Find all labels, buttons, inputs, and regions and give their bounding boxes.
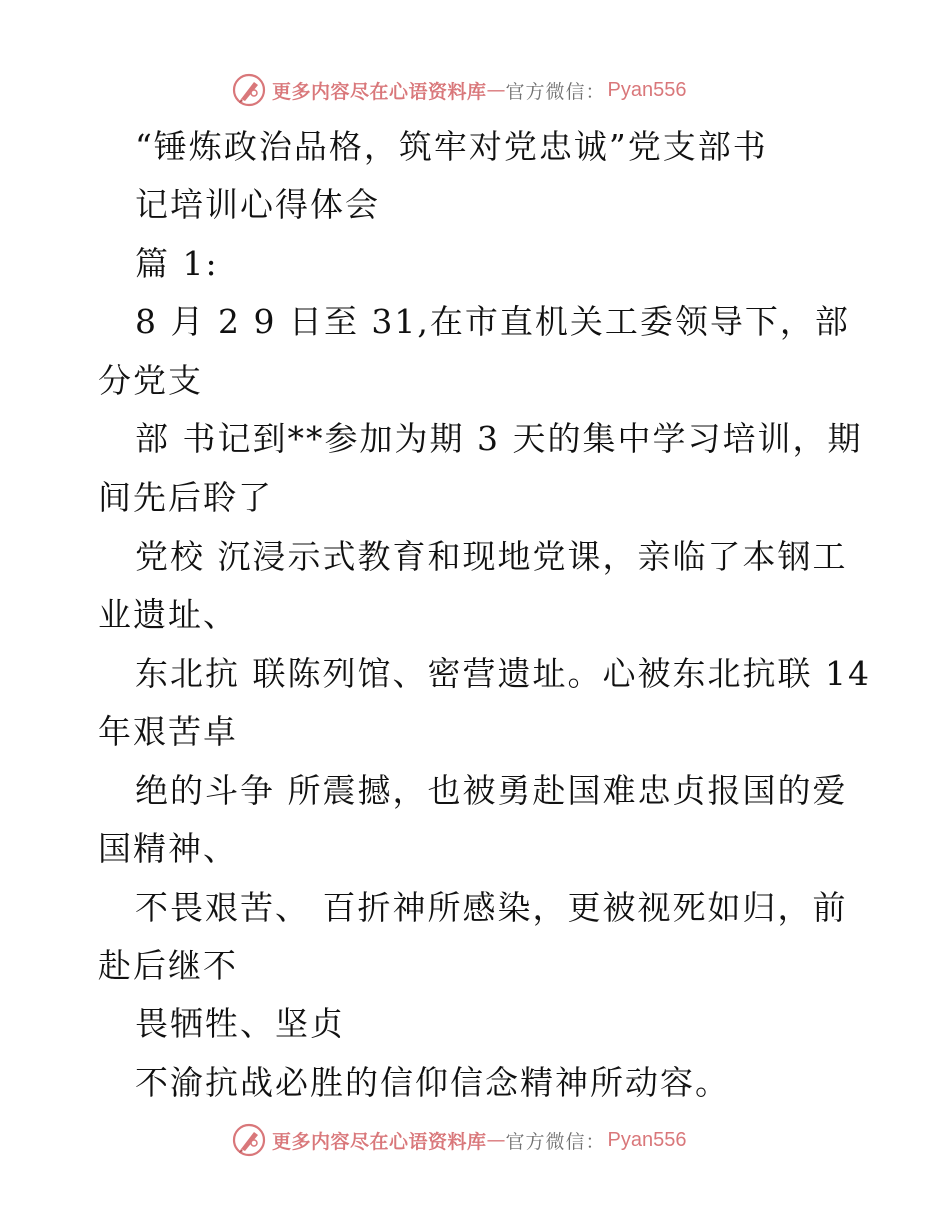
body-line: 间先后聆了	[98, 478, 273, 517]
watermark-text: 更多内容尽在心语资料库	[272, 80, 487, 103]
watermark-dash: —	[486, 79, 506, 101]
body-line: 不畏艰苦、 百折神所感染，更被视死如归，前	[135, 888, 848, 927]
watermark-label: 官方微信：	[505, 1130, 606, 1153]
watermark-id: Pyan556	[607, 1128, 687, 1151]
body-line: 部 书记到**参加为期 3 天的集中学习培训，期	[135, 419, 863, 458]
body-line: 东北抗 联陈列馆、密营遗址。心被东北抗联 14	[135, 654, 871, 693]
body-line: 绝的斗争 所震撼，也被勇赴国难忠贞报国的爱	[135, 771, 848, 810]
title-line-1: “锤炼政治品格，筑牢对党忠诚”党支部书	[135, 127, 768, 166]
watermark-footer	[232, 1122, 687, 1158]
body-line: 党校 沉浸示式教育和现地党课，亲临了本钢工	[135, 537, 848, 576]
body-line: 不渝抗战必胜的信仰信念精神所动容。	[135, 1063, 730, 1102]
body-line: 国精神、	[98, 829, 238, 868]
body-line: 赴后继不	[98, 946, 238, 985]
watermark-label: 官方微信：	[505, 80, 606, 103]
watermark-text: 更多内容尽在心语资料库	[272, 1130, 487, 1153]
title-line-2: 记培训心得体会	[135, 185, 380, 224]
watermark-dash: —	[486, 1129, 506, 1151]
section-heading: 篇 1:	[135, 244, 219, 283]
pen-logo-icon	[232, 73, 266, 107]
watermark-header	[232, 72, 687, 108]
watermark-id: Pyan556	[607, 78, 687, 101]
body-line: 8 月 2 9 日至 31,在市直机关工委领导下，部	[135, 302, 850, 341]
pen-logo-icon	[232, 1123, 266, 1157]
body-line: 业遗址、	[98, 595, 238, 634]
body-line: 年艰苦卓	[98, 712, 238, 751]
body-line: 畏牺牲、坚贞	[135, 1004, 345, 1043]
body-line: 分党支	[98, 361, 203, 400]
